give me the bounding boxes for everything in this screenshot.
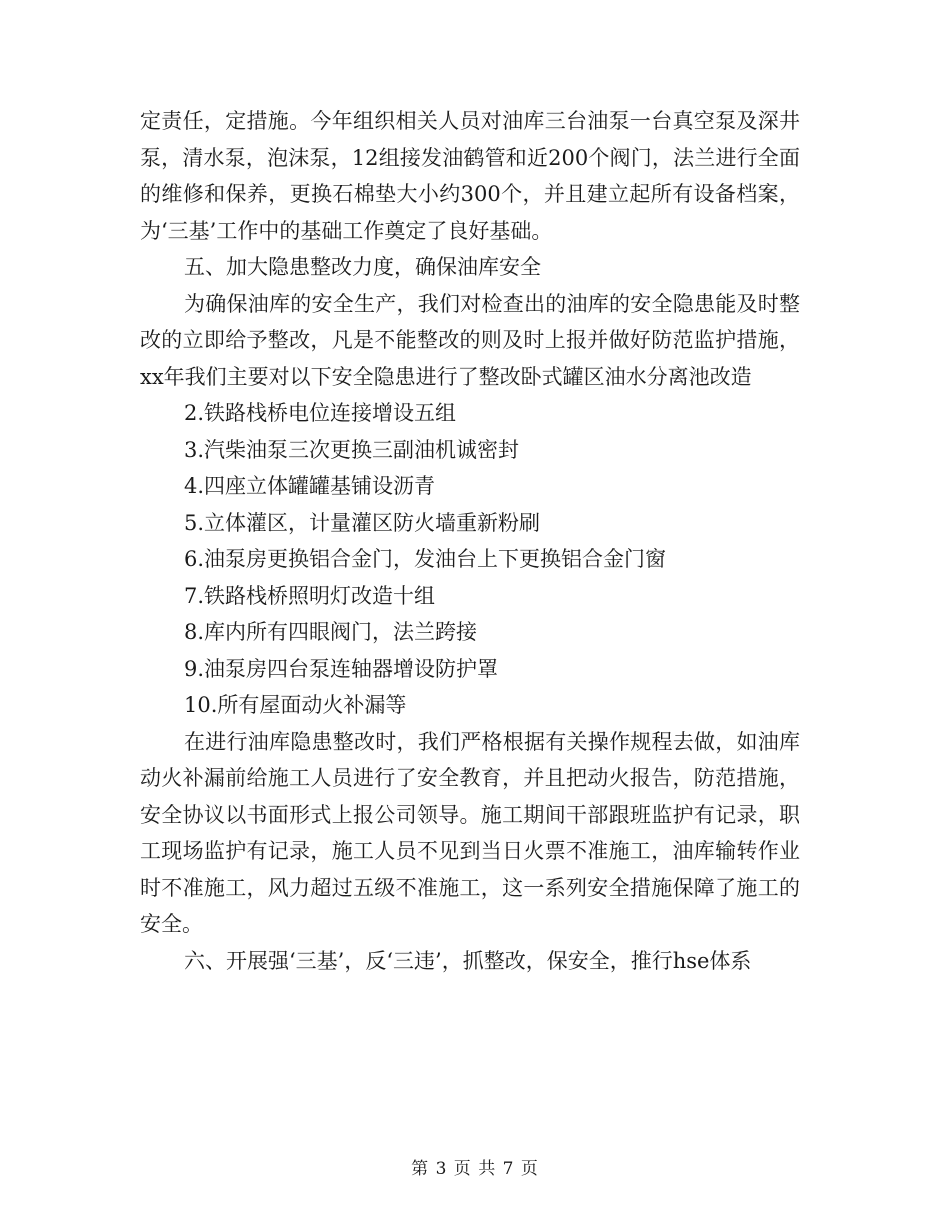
list-item-8: 8.库内所有四眼阀门，法兰跨接 xyxy=(184,620,478,644)
list-item-6: 6.油泵房更换铝合金门，发油台上下更换铝合金门窗 xyxy=(184,547,667,571)
heading-section-five: 五、加大隐患整改力度，确保油库安全 xyxy=(184,255,541,279)
paragraph-hazard-rectification: 为确保油库的安全生产，我们对检查出的油库的安全隐患能及时整改的立即给予整改，凡是不能整改的则及时上报并做好防范监护措施，xx年我们主要对以下安全隐患进行了整改卧式罐区油水分离池改造 xyxy=(140,291,800,389)
paragraph-equipment-maintenance: 定责任，定措施。今年组织相关人员对油库三台油泵一台真空泵及深井泵，清水泵，泡沫泵，12组接发油鹤管和近200个阀门，法兰进行全面的维修和保养，更换石棉垫大小约300个，并且建立起所有设备档案，为‘三基’工作中的基础工作奠定了良好基础。 xyxy=(140,109,800,243)
list-item-9: 9.油泵房四台泵连轴器增设防护罩 xyxy=(184,656,499,681)
list-item-7: 7.铁路栈桥照明灯改造十组 xyxy=(184,583,436,608)
list-item-3: 3.汽柴油泵三次更换三副油机诚密封 xyxy=(184,437,520,462)
paragraph-construction-safety: 在进行油库隐患整改时，我们严格根据有关操作规程去做，如油库动火补漏前给施工人员进行了安全教育，并且把动火报告，防范措施，安全协议以书面形式上报公司领导。施工期间干部跟班监护有记录，职工现场监护有记录，施工人员不见到当日火票不准施工，油库输转作业时不准施工，风力超过五级不准施工，这一系列安全措施保障了施工的安全。 xyxy=(140,729,800,936)
list-item-2: 2.铁路栈桥电位连接增设五组 xyxy=(184,401,457,425)
list-item-4: 4.四座立体罐罐基铺设沥青 xyxy=(184,474,436,498)
list-item-5: 5.立体灌区，计量灌区防火墙重新粉刷 xyxy=(184,510,541,535)
page-number-footer: 第 3 页 共 7 页 xyxy=(411,1159,539,1179)
list-item-10: 10.所有屋面动火补漏等 xyxy=(184,693,407,717)
document-body xyxy=(140,103,800,979)
heading-section-six: 六、开展强‘三基’，反‘三违’，抓整改，保安全，推行hse体系 xyxy=(184,948,752,973)
